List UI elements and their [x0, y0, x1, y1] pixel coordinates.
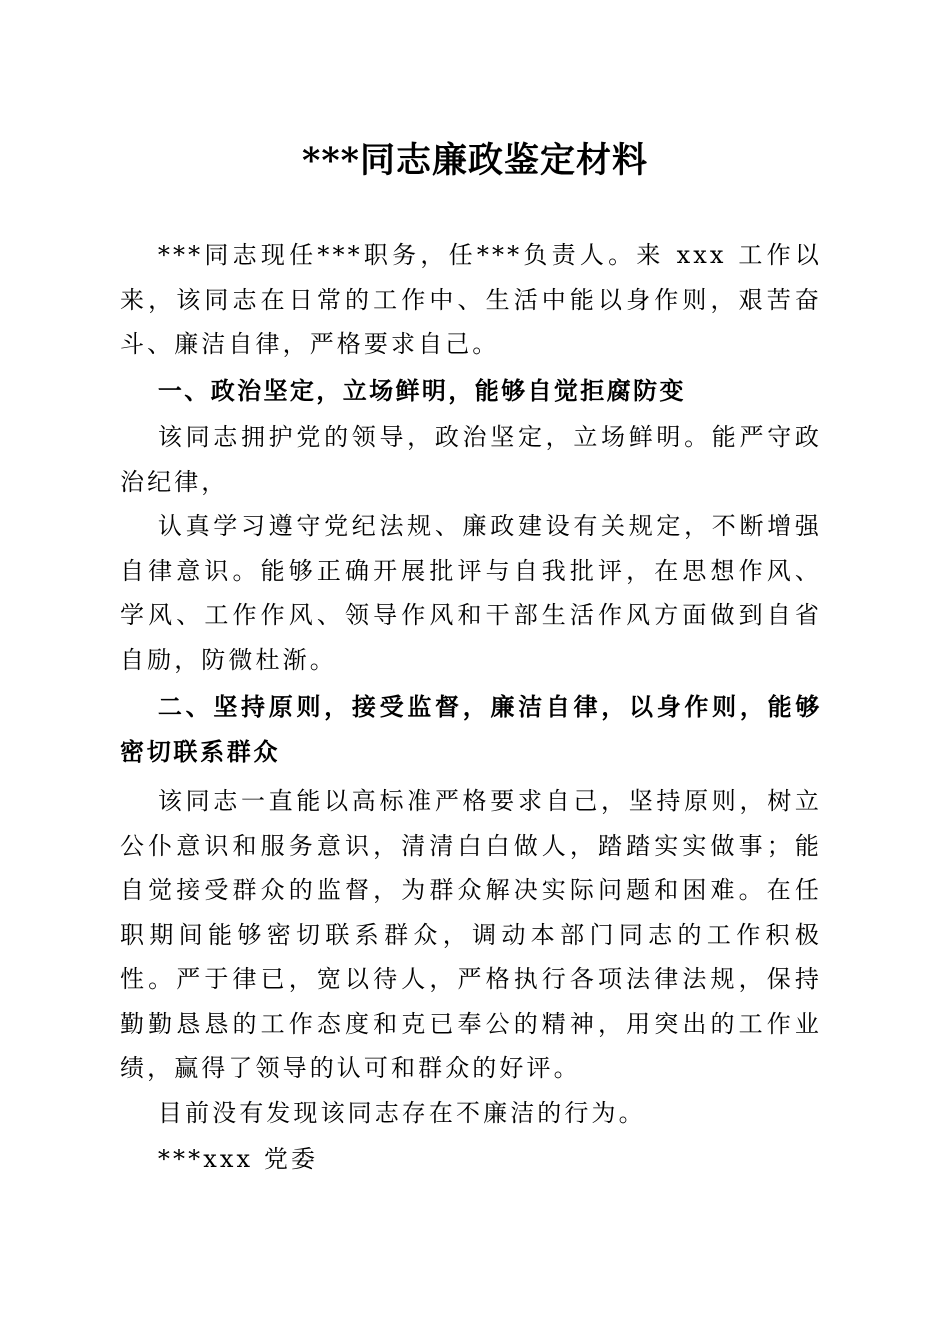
conclusion-paragraph: 目前没有发现该同志存在不廉洁的行为。 — [157, 1098, 646, 1127]
section-1-paragraph-1: 该同志拥护党的领导，政治坚定，立场鲜明。能严守政治纪律， — [120, 423, 822, 496]
section-2-paragraph: 该同志一直能以高标准严格要求自己，坚持原则，树立公仆意识和服务意识，清清白白做人，踏踏实实做事；能自觉接受群众的监督，为群众解决实际问题和困难。在任职期间能够密切联系群众，调动本部门同志的工作积极性。严于律已，宽以待人，严格执行各项法律法规，保持勤勤恳恳的工作态度和克已奉公的精神，用突出的工作业绩，赢得了领导的认可和群众的好评。 — [120, 787, 822, 1082]
signature-line: ***xxx 党委 — [157, 1145, 319, 1173]
section-heading-2: 二、坚持原则，接受监督，廉洁自律，以身作则，能够密切联系群众 — [120, 693, 822, 766]
intro-paragraph: ***同志现任***职务，任***负责人。来 xxx 工作以来，该同志在日常的工作中、生活中能以身作则，艰苦奋斗、廉洁自律，严格要求自己。 — [120, 241, 822, 358]
section-heading-1: 一、政治坚定，立场鲜明，能够自觉拒腐防变 — [157, 376, 686, 405]
section-1-paragraph-2: 认真学习遵守党纪法规、廉政建设有关规定，不断增强自律意识。能够正确开展批评与自我批评，在思想作风、学风、工作作风、领导作风和干部生活作风方面做到自省自励，防微杜渐。 — [120, 512, 822, 674]
document-body — [120, 233, 822, 1182]
document-title: ***同志廉政鉴定材料 — [302, 140, 648, 181]
